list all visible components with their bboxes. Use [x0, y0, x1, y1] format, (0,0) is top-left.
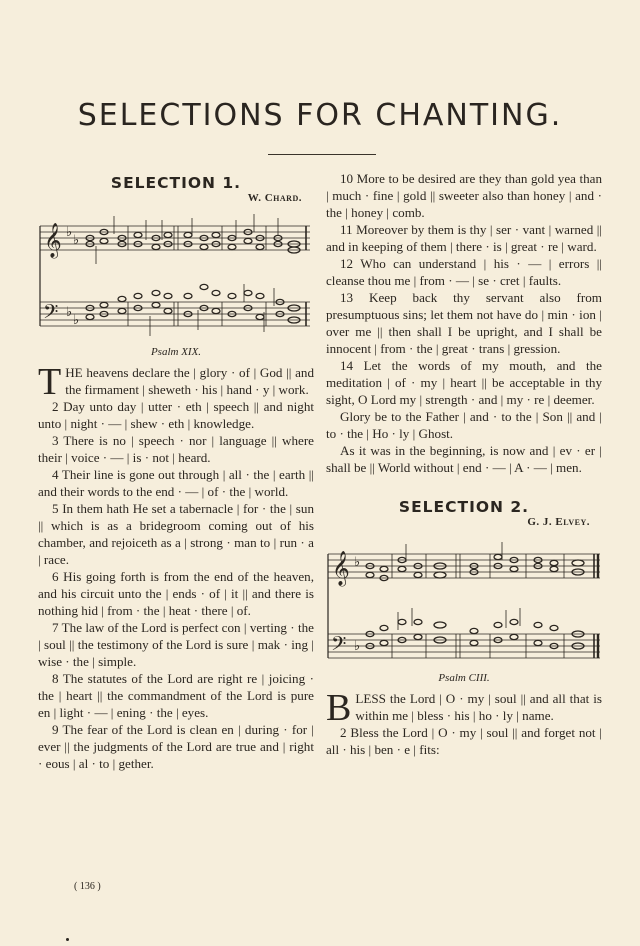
selection-1-verse-4: 4 Their line is gone out through | all · the | earth || and their words to the end · — | of · the | world. — [38, 467, 314, 499]
selection-1-verse-1: THE heavens declare the | glory · of | God || and the firmament | sheweth · his | hand · y | work. — [38, 361, 314, 403]
gloria-1: Glory be to the Father | and · to the | Son || and | to · the | Ho · ly | Ghost. — [326, 409, 602, 441]
left-column — [38, 170, 314, 772]
svg-text:𝄞: 𝄞 — [44, 223, 62, 258]
selection-1-heading: SELECTION 1. — [110, 174, 242, 192]
drop-cap: T — [38, 361, 62, 403]
selection-2-verse-2: 2 Bless the Lord | O · my | soul || and forget not | all · his | ben · e | fits: — [326, 725, 602, 757]
selection-1-verse-5: 5 In them hath He set a tabernacle | for · the | sun || which is as a bridegroom coming out of his chamber, and rejoiceth as a | strong · man to | run · a | race. — [38, 501, 314, 567]
selection-2-composer: G. J. Elvey. — [527, 516, 590, 528]
selection-1-score — [38, 206, 314, 344]
selection-1-verse-2: 2 Day unto day | utter · eth | speech || and night unto | night · — | shew · eth | knowledge. — [38, 399, 314, 431]
selection-1-verse-12: 12 Who can understand | his · — | errors || cleanse thou me | from · — | se · cret | faults. — [326, 256, 602, 288]
page-title: SELECTIONS FOR CHANTING. — [77, 98, 563, 133]
page-number: ( 136 ) — [74, 881, 101, 892]
selection-1-composer: W. Chard. — [247, 192, 302, 204]
svg-text:♭: ♭ — [73, 232, 80, 247]
svg-text:♭: ♭ — [354, 554, 361, 569]
gloria-2: As it was in the beginning, is now and | ev · er | shall be || World without | end · — | A · — | men. — [326, 443, 602, 475]
selection-1-verse-6: 6 His going forth is from the end of the heaven, and his circuit unto the | ends · of | it || and there is nothing hid | from · the | heat · there | of. — [38, 569, 314, 618]
title-rule — [268, 154, 376, 155]
svg-text:♭: ♭ — [66, 224, 73, 239]
svg-text:♭: ♭ — [66, 304, 73, 319]
selection-1-verse-3: 3 There is no | speech · nor | language || where their | voice · — | is · not | heard. — [38, 433, 314, 465]
selection-1-verse-13: 13 Keep back thy servant also from presumptuous sins; let them not have do | min · ion | over me || then shall I be upright, and I shall be innocent | from · the | great · trans | gression. — [326, 290, 602, 356]
svg-text:♭: ♭ — [354, 638, 361, 653]
svg-text:𝄢: 𝄢 — [331, 632, 347, 660]
selection-1-verse-9: 9 The fear of the Lord is clean en | during · for | ever || the judgments of the Lord are true and | right · eous | al · to | gether. — [38, 722, 314, 771]
selection-1-verse-8: 8 The statutes of the Lord are right re | joicing · the | heart || the commandment of the Lord is pure en | light · — | ening · the | eyes. — [38, 671, 314, 720]
selection-2-heading: SELECTION 2. — [398, 498, 530, 516]
selection-1-verse-14: 14 Let the words of my mouth, and the meditation | of · my | heart || be acceptable in thy sight, O Lord my | strength · and | my · re | deemer. — [326, 358, 602, 407]
right-column — [326, 170, 602, 758]
selection-2-verse-1: BLESS the Lord | O · my | soul || and all that is within me | bless · his | ho · ly | name. — [326, 687, 602, 729]
selection-1-psalm: Psalm XIX. — [150, 346, 202, 358]
svg-text:𝄞: 𝄞 — [332, 551, 350, 586]
selection-1-verse-10: 10 More to be desired are they than gold yea than | much · fine | gold || sweeter also than honey | and · the | honey | comb. — [326, 171, 602, 220]
selection-1-verse-7: 7 The law of the Lord is perfect con | verting · the | soul || the testimony of the Lord is sure | mak · ing | wise · the | simple. — [38, 620, 314, 669]
printer-dot — [66, 938, 69, 941]
svg-text:𝄢: 𝄢 — [43, 300, 59, 328]
selection-2-score — [326, 530, 602, 670]
selection-2-psalm: Psalm CIII. — [438, 672, 490, 684]
selection-1-verse-11: 11 Moreover by them is thy | ser · vant | warned || and in keeping of them | there · is | great · re | ward. — [326, 222, 602, 254]
drop-cap: B — [326, 687, 352, 729]
svg-text:♭: ♭ — [73, 312, 80, 327]
